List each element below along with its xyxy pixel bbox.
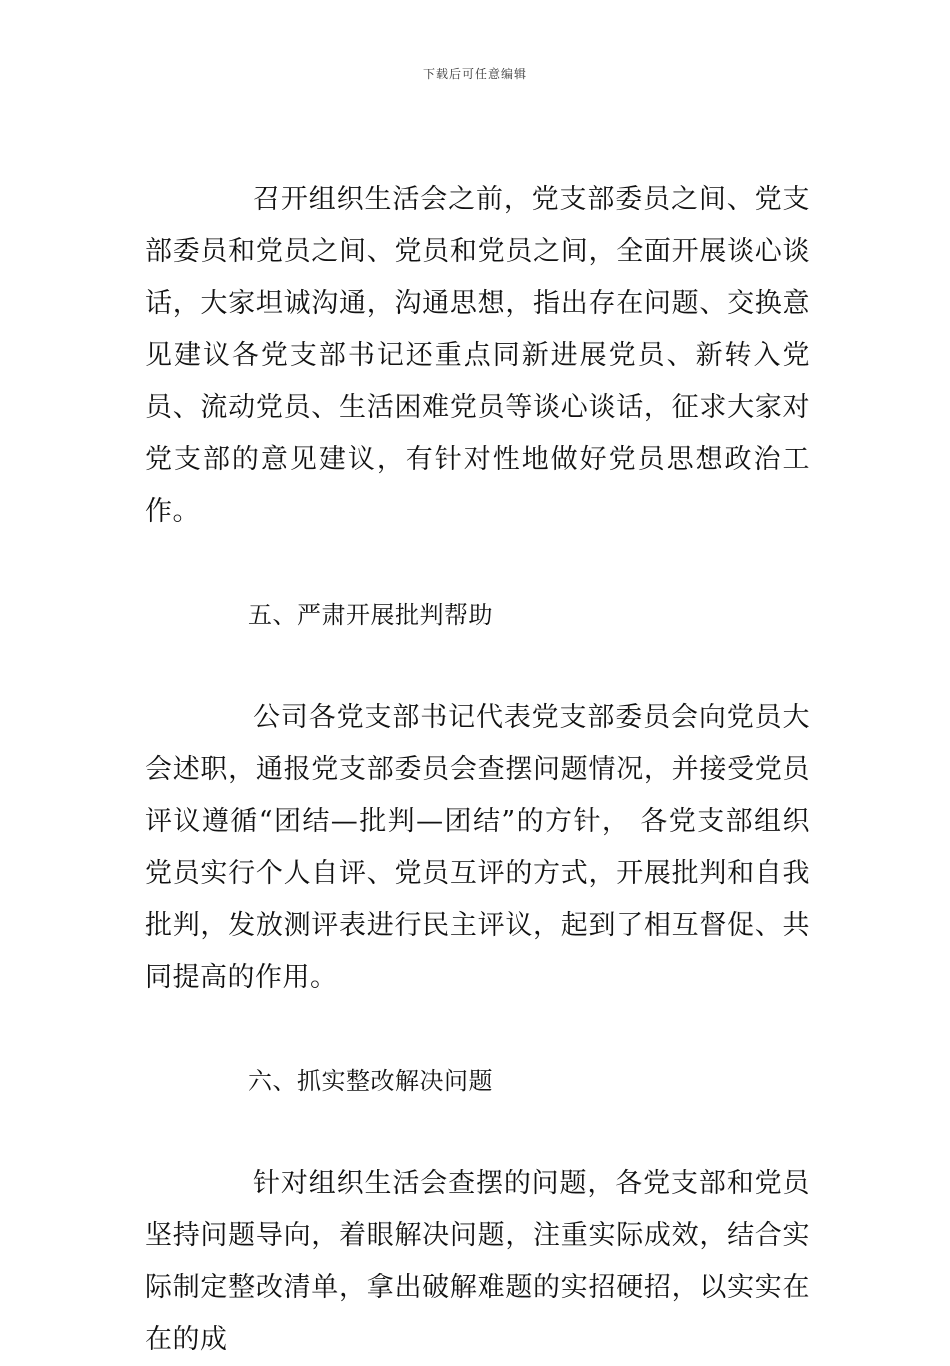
paragraph-criticism: 公司各党支部书记代表党支部委员会向党员大会述职，通报党支部委员会查摆问题情况，并接受党员评议遵循“团结—批判—团结”的方针， 各党支部组织党员实行个人自评、党员互评的方式，开展批判和自我批判，发放测评表进行民主评议，起到了相互督促、共同提高的作用。	[145, 702, 810, 993]
spacer	[145, 1004, 810, 1055]
paragraph-rectification: 针对组织生活会查摆的问题，各党支部和党员坚持问题导向，着眼解决问题，注重实际成效，结合实际制定整改清单，拿出破解难题的实招硬招，以实实在在的成	[145, 1168, 810, 1355]
document-body	[145, 174, 810, 1366]
spacer	[145, 1107, 810, 1158]
section-heading-6: 六、抓实整改解决问题	[248, 1067, 493, 1095]
paragraph-talks: 召开组织生活会之前，党支部委员之间、党支部委员和党员之间、党员和党员之间，全面开展谈心谈话，大家坦诚沟通，沟通思想，指出存在问题、交换意见建议各党支部书记还重点同新进展党员、新转入党员、流动党员、生活困难党员等谈心谈话，征求大家对党支部的意见建议，有针对性地做好党员思想政治工作。	[145, 184, 810, 527]
page-header: 下载后可任意编辑	[422, 67, 527, 81]
spacer	[145, 538, 810, 589]
spacer	[145, 641, 810, 692]
section-heading-5: 五、严肃开展批判帮助	[248, 601, 493, 629]
